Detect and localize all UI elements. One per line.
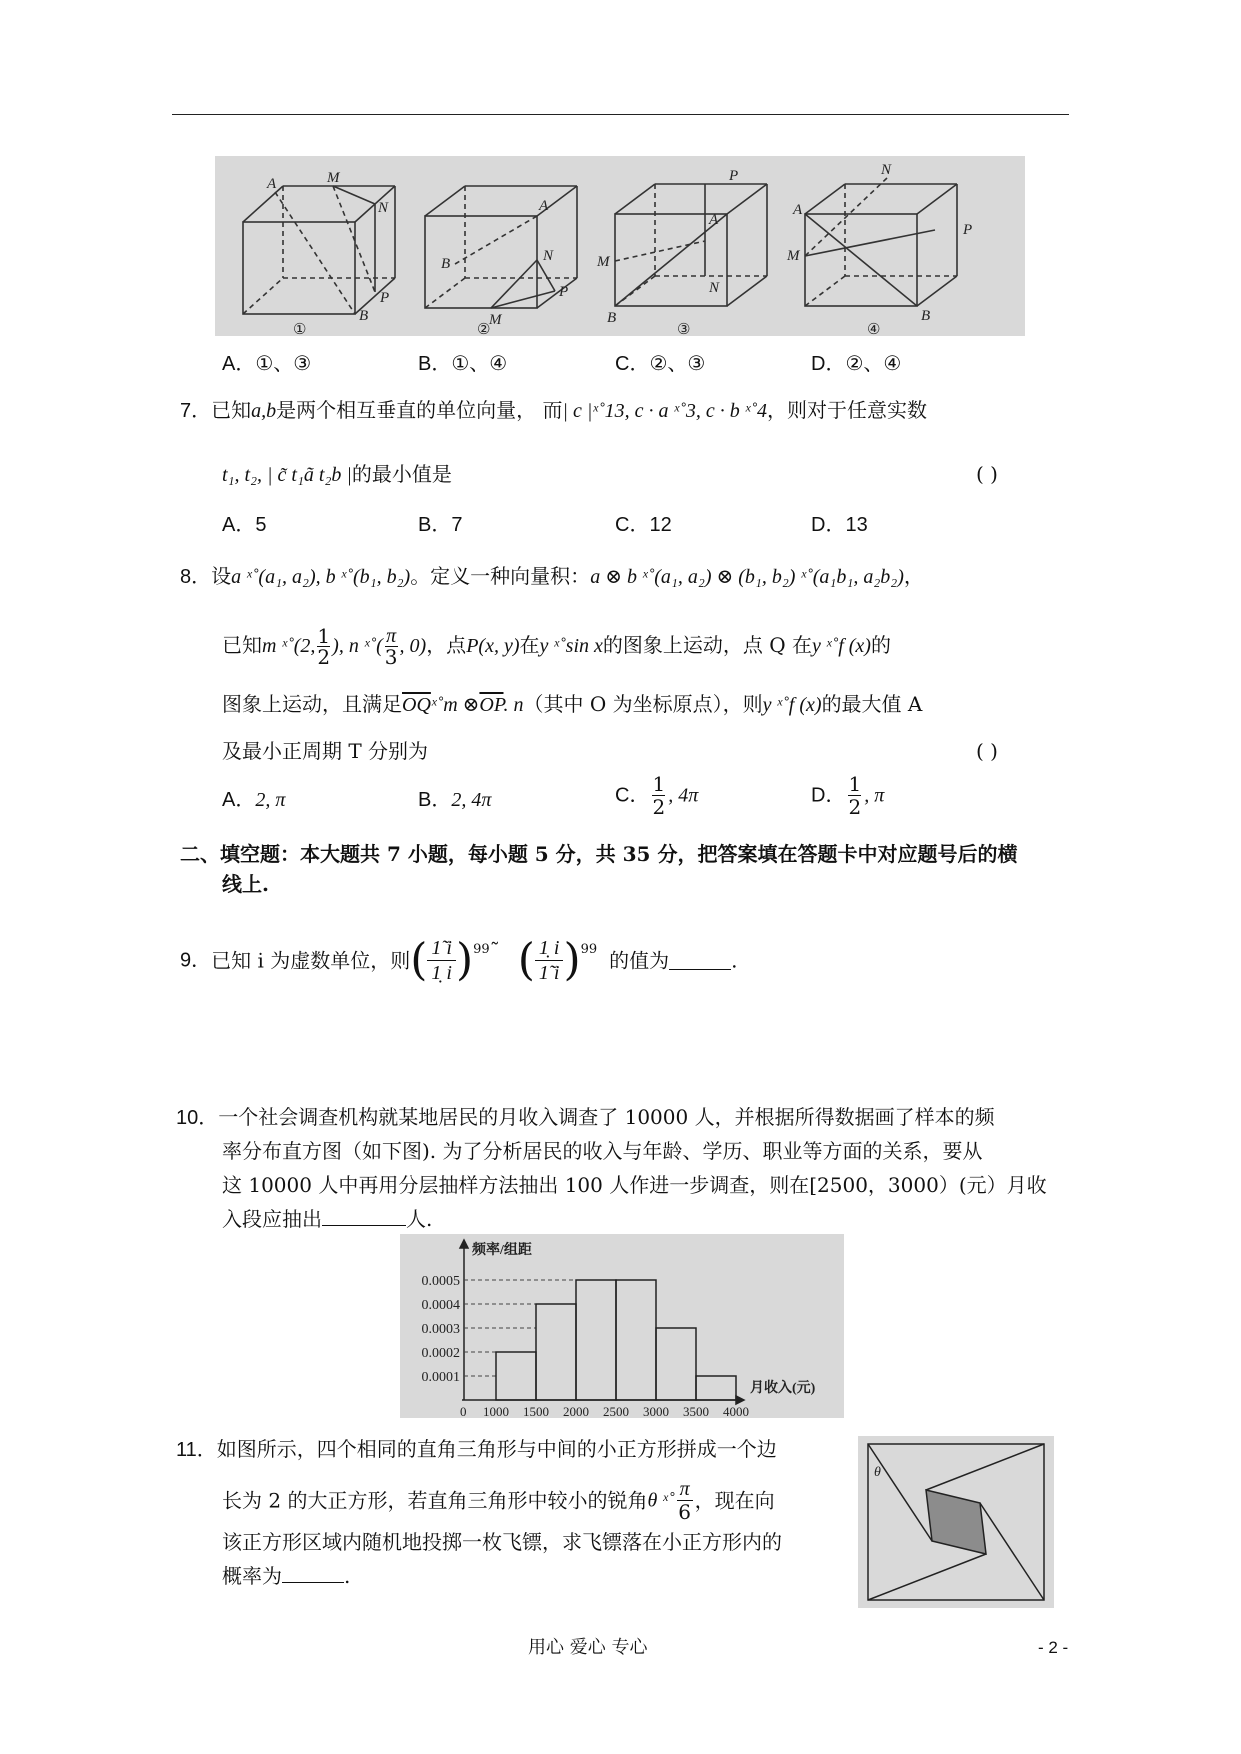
q11-line3: 该正方形区域内随机地投掷一枚飞镖，求飞镖落在小正方形内的 — [222, 1530, 782, 1554]
label-c2-0: A — [539, 198, 549, 214]
q11-line4: 概率为 . — [222, 1564, 351, 1588]
histogram-svg — [400, 1234, 844, 1418]
histogram-x-tick: 2000 — [563, 1404, 589, 1418]
histogram-bar — [616, 1280, 656, 1400]
fig-label-3: ③ — [677, 322, 691, 336]
q8-line2: 已知m ˣ˚(2, $\frac{1}{2}$ ), n ˣ˚( $\frac{\pi}{3}$ , 0)，点P(x, y)在y ˣ˚sin x的图象上运动，点 Q 在y ˣ˚f (x)的 — [222, 624, 891, 669]
q8-option-d: D． $\frac{1}{2}$ , π — [811, 772, 885, 819]
fig-label-4: ④ — [867, 322, 881, 336]
q7-line1: 7．已知a,b是两个相互垂直的单位向量， 而| c |ˣ˚13, c · a ˣ˚3, c · b ˣ˚4，则对于任意实数 — [180, 398, 928, 422]
histogram-bar — [496, 1352, 536, 1400]
header-rule — [172, 114, 1069, 115]
q7-paren: ( ) — [976, 462, 998, 486]
histogram-y-tick: 0.0001 — [421, 1370, 460, 1385]
histogram-origin: 0 — [460, 1404, 467, 1418]
theta-label: θ — [874, 1465, 881, 1480]
label-c3-4: B — [607, 310, 617, 326]
q7-option-d: D．13 — [811, 514, 868, 536]
label-c1-2: N — [378, 200, 389, 216]
histogram-x-tick: 2500 — [603, 1404, 629, 1418]
q8-line3: 图象上运动，且满足$\overline{OQ}ˣ˚m$ $\otimes\overline{OP}$. n（其中 O 为坐标原点），则y ˣ˚f (x)的最大值 A — [222, 692, 923, 716]
q7-line2: t₁, t₂, | c̃ t₁ã t₂b |的最小值是 — [222, 462, 452, 486]
histogram-x-tick: 1000 — [483, 1404, 509, 1418]
histogram-bar — [576, 1280, 616, 1400]
q11-line1: 11．如图所示，四个相同的直角三角形与中间的小正方形拼成一个边 — [176, 1437, 777, 1461]
q9-answer-blank[interactable] — [669, 951, 731, 970]
footer-center: 用心 爱心 专心 — [528, 1637, 648, 1658]
q11-answer-blank[interactable] — [282, 1564, 344, 1583]
label-c4-2: M — [787, 248, 800, 264]
histogram-bar — [536, 1304, 576, 1400]
q6-option-d: D．②、④ — [811, 353, 902, 375]
q6-option-a: A．①、③ — [222, 353, 312, 375]
label-c3-3: N — [709, 280, 720, 296]
q8-paren: ( ) — [976, 739, 998, 763]
label-c2-2: N — [543, 248, 554, 264]
cube-figures — [215, 156, 1025, 336]
q8-option-a: A．2, π — [222, 789, 286, 811]
footer-page-number: - 2 - — [1038, 1638, 1069, 1657]
label-c1-4: B — [359, 308, 369, 324]
histogram-x-tick: 3500 — [683, 1404, 709, 1418]
histogram-x-tick: 1500 — [523, 1404, 549, 1418]
q7-option-b: B．7 — [418, 514, 463, 536]
q8-line1: 8．设a ˣ˚(a₁, a₂), b ˣ˚(b₁, b₂)。定义一种向量积：a ⊗ b ˣ˚(a₁, a₂) ⊗ (b₁, b₂) ˣ˚(a₁b₁, a₂b₂)， — [180, 564, 924, 588]
label-c2-4: M — [489, 312, 502, 328]
label-c4-1: A — [793, 202, 803, 218]
histogram-x-tick: 3000 — [643, 1404, 669, 1418]
section2-line1: 二、填空题：本大题共 7 小题，每小题 5 分，共 35 分，把答案填在答题卡中对应题号后的横 — [180, 842, 1018, 866]
label-c4-4: B — [921, 308, 931, 324]
label-c3-1: A — [709, 212, 719, 228]
histogram-y-tick: 0.0005 — [421, 1274, 460, 1289]
histogram-y-tick: 0.0004 — [421, 1298, 460, 1313]
square-figure — [858, 1436, 1054, 1608]
label-c3-0: P — [729, 168, 739, 184]
q8-option-c: C． $\frac{1}{2}$ , 4π — [615, 772, 699, 819]
q7-option-c: C．12 — [615, 514, 672, 536]
histogram-y-tick: 0.0002 — [421, 1346, 460, 1361]
label-c4-0: N — [881, 162, 892, 178]
histogram-xlabel: 月收入(元) — [750, 1381, 816, 1396]
cube-figures-svg — [215, 156, 1025, 336]
section2-line2: 线上. — [222, 872, 269, 896]
histogram-bar — [696, 1376, 736, 1400]
q11-line2: 长为 2 的大正方形，若直角三角形中较小的锐角θ ˣ˚ $\frac{\pi}{6}$ ，现在向 — [222, 1478, 775, 1524]
q10-line1: 10．一个社会调查机构就某地居民的月收入调查了 10000 人，并根据所得数据画了样本的频 — [176, 1105, 995, 1129]
label-c4-3: P — [963, 222, 973, 238]
histogram — [400, 1234, 844, 1418]
label-c3-2: M — [597, 254, 610, 270]
label-c1-1: M — [327, 170, 340, 186]
q7-option-a: A．5 — [222, 514, 267, 536]
q9-line: 9．已知 i 为虚数单位，则( $\frac{1̃ i}{1̣ i}$ )$^{99}$˜ ( $\frac{1̣ i}{1̃ i}$ )$^{99}$ 的值为 . — [180, 934, 738, 986]
q8-line4: 及最小正周期 T 分别为 — [222, 739, 429, 763]
fig-label-1: ① — [293, 322, 307, 336]
histogram-x-tick: 4000 — [723, 1404, 749, 1418]
q10-line3: 这 10000 人中再用分层抽样方法抽出 100 人作进一步调查，则在[2500，3000）(元）月收 — [222, 1173, 1047, 1197]
label-c1-0: A — [267, 176, 277, 192]
q6-option-c: C．②、③ — [615, 353, 706, 375]
label-c2-3: P — [559, 284, 569, 300]
q10-line2: 率分布直方图（如下图). 为了分析居民的收入与年龄、学历、职业等方面的关系，要从 — [222, 1139, 983, 1163]
histogram-bar — [656, 1328, 696, 1400]
square-figure-svg — [858, 1436, 1054, 1608]
q8-option-b: B．2, 4π — [418, 789, 492, 811]
histogram-ylabel: 频率/组距 — [472, 1243, 532, 1258]
label-c2-1: B — [441, 256, 451, 272]
label-c1-3: P — [380, 290, 390, 306]
histogram-y-tick: 0.0003 — [421, 1322, 460, 1337]
q10-line4: 入段应抽出 人. — [222, 1207, 433, 1231]
q10-answer-blank[interactable] — [322, 1207, 406, 1226]
fig-label-2: ② — [477, 322, 491, 336]
q6-option-b: B．①、④ — [418, 353, 508, 375]
